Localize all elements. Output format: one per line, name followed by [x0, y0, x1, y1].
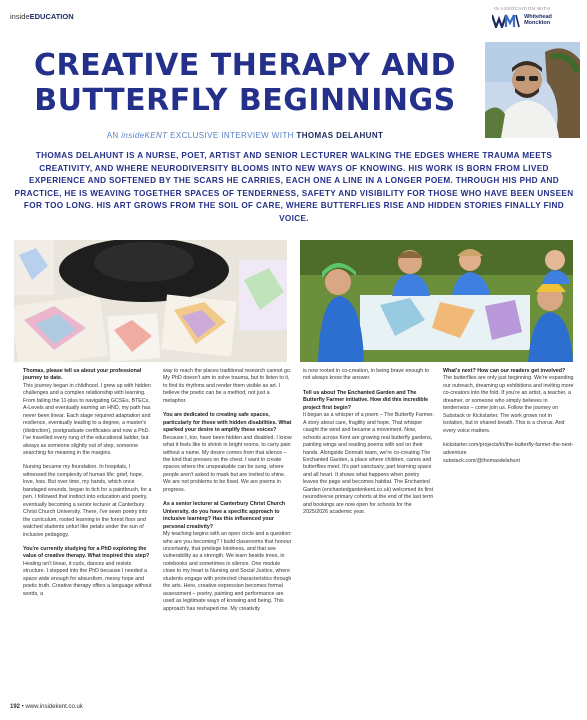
kicker-mid: EXCLUSIVE INTERVIEW WITH: [167, 131, 297, 140]
answer-paragraph: Healing isn't linear, it curls, dances and resists structure. I stepped into the PhD because I needed a space wide enough for absurdism, messy hope and poetic truth. Creative therapy offers a language without words, a: [23, 560, 152, 597]
portrait-photo: [485, 42, 580, 138]
question: Thomas, please tell us about your professional journey to date.: [23, 368, 142, 382]
sponsor-name: [524, 15, 552, 27]
body-column-3: [303, 368, 434, 524]
page-title: [10, 48, 480, 118]
question: You're currently studying for a PhD exploring the value of creative therapy. What inspired this step?: [23, 545, 150, 560]
sponsor-assoc-label: IN ASSOCIATION WITH: [493, 6, 551, 11]
answer-paragraph: It began as a whisper of a poem – The Butterfly Farmer. A story about care, fragility and hope. That whisper caught the wind and became a movement. Now, schools across Kent are growing real butterfly gardens, painting wings and reading poems with soil on their hands. Alongside Donnah team, we're co-creating The Enchanted Garden, a place where children, carers and butterflies meet. It's part sanctuary, part learning space and all heart. It shows what happens when poetry leaves the page and becomes habitat. The Enchanted Garden (enchantedgardenkent.co.uk) welcomed its first neurodiverse primary cohorts at the end of the last term and bookings are now open for schools for the 2025/2026 academic year.: [303, 412, 434, 516]
body-column-1: [23, 368, 154, 605]
question: Tell us about The Enchanted Garden and The Butterfly Farmer initiative. How did this incredible project first begin?: [303, 389, 429, 411]
title-line-2: BUTTERFLY BEGINNINGS: [34, 83, 456, 118]
question: As a senior lecturer at Canterbury Christ Church University, do you have a specific approach to inclusive learning? Has this influenced your personal creativity?: [163, 501, 286, 530]
question: What's next? How can our readers get involved?: [443, 368, 566, 374]
answer-paragraph: My teaching begins with an open circle and a question: who are you becoming? I build classrooms that honour uncertainty, that privilege kindness, and that see vulnerability as a strength. We learn beside trees, in notebooks and sometimes in silence. One module close to my heart is Nursing and Social Justice, where students engage with protected characteristics through the arts. Here, creative expression becomes formal assessment – poetry, painting and performance are used as legitimate ways of knowing and being. This approach has reshaped me. My creativity: [163, 531, 292, 612]
children-garden-photo: [300, 240, 573, 362]
kicker-pre: AN: [106, 131, 122, 140]
section-prefix: inside: [10, 12, 30, 21]
section-label: [10, 12, 74, 21]
artwork-photo: [14, 240, 287, 362]
page-footer: [10, 704, 83, 710]
question: You are dedicated to creating safe spaces, particularly for those with hidden disabilities. What sparked your desire to amplify these voices?: [163, 412, 292, 434]
footer-separator: •: [20, 704, 26, 710]
children-garden-image: [300, 240, 573, 362]
page-header: [10, 6, 577, 46]
body-column-4: [443, 368, 574, 472]
sponsor-block: [467, 6, 577, 28]
answer-paragraph: way to reach the places traditional research cannot go. My PhD doesn't aim to solve trauma, but to listen to it, to find its rhythms and render them visible as art. I believe the poetic can be a method, not just a metaphor.: [163, 368, 292, 404]
sponsor-logo: [467, 14, 577, 28]
page-number: 192: [10, 704, 21, 710]
whitehead-monckton-logo-icon: [492, 14, 520, 28]
answer-paragraph: The butterflies are only just beginning. We're expanding our outreach, dreaming up exhibitions and inviting more co-creators into the fold. If you're an artist, a teacher, a dreamer, or someone who simply believes in tenderness – come join us. Follow the journey on Substack or Kickstarter. The work grows not in isolation, but in shared breath. This is a chorus. And every voice matters.: [443, 375, 574, 434]
kickstarter-link[interactable]: kickstarter.com/projects/tri/the-butterfly-farmer-the-next-adventure: [443, 442, 574, 456]
answer-paragraph: Nursing became my foundation. In hospitals, I witnessed the complexity of human life: grief, hope, love, loss. But over time, my hands, which once bandaged wounds, began to itch for a paintbrush, for a pen. I followed that instinct into education and poetry, eventually becoming a senior lecturer at Canterbury Christ Church University. There, I've sewn poetry into the curriculum, rooted learning in the forest floor and watched students unfurl like petals under the sun of inclusive pedagogy.: [23, 464, 152, 538]
kicker-brand: insideKENT: [121, 131, 168, 140]
artwork-image: [14, 240, 287, 362]
standfirst: THOMAS DELAHUNT IS A NURSE, POET, ARTIST AND SENIOR LECTURER WALKING THE EDGES WHERE TRAUMA MEETS CREATIVITY, AND WHERE NEURODIVERSITY BLOOMS INTO NEW WAYS OF KNOWING. HIS WORK IS BORN FROM LIVED EXPERIENCE AND SOFTENED BY THE SCARS HE CARRIES, EACH ONE A LINE IN A LONGER POEM. THROUGH HIS PHD AND PRACTICE, HE IS WEAVING TOGETHER SPACES OF TENDERNESS, SAFETY AND VISIBILITY FOR THOSE WHO HAVE BEEN UNSEEN FOR TOO LONG. HIS ART GROWS FROM THE SOIL OF CARE, WHERE BUTTERFLIES RISE AND HIDDEN STORIES FINALLY FIND VOICE.: [14, 151, 574, 223]
title-line-1: CREATIVE THERAPY AND: [33, 48, 457, 83]
body-column-2: [163, 368, 294, 620]
section-name: EDUCATION: [29, 12, 74, 21]
sponsor-name-2: Monckton: [524, 20, 551, 26]
site-url: www.insidekent.co.uk: [25, 704, 83, 710]
kicker-name: THOMAS DELAHUNT: [296, 131, 384, 140]
interview-kicker: [10, 131, 480, 140]
answer-paragraph: is now rooted in co-creation, in being brave enough to not always know the answer.: [303, 368, 430, 382]
portrait-image: [485, 42, 580, 138]
answer-paragraph: Because I, too, have been hidden and disabled. I know what it feels like to shrink in bright rooms, to carry pain without a name. My desire comes from that silence – the kind that presses on the chest. I want to create spaces where the unspeakable can be sung, where people aren't asked to mask but are invited to shine. We are not problems to be fixed. We are poems in progress.: [163, 434, 292, 493]
sponsor-name-1: Whitehead: [524, 14, 552, 21]
answer-paragraph: This journey began in childhood. I grew up with hidden challenges and a complex relationship with learning. From failing the 11-plus to navigating GCSEs, BTECs, A-Levels and eventually earning an HND, my path has never been linear. Each stage required adaptation and resilience, eventually leading to a degree, a master's (distinction), postgraduate certificates and now a PhD. I've travelled every rung of the educational ladder, but always as someone slightly out of step, someone searching for meaning in the margins.: [23, 382, 151, 456]
substack-link[interactable]: substack.com/@thomasdelahunt: [443, 457, 520, 464]
